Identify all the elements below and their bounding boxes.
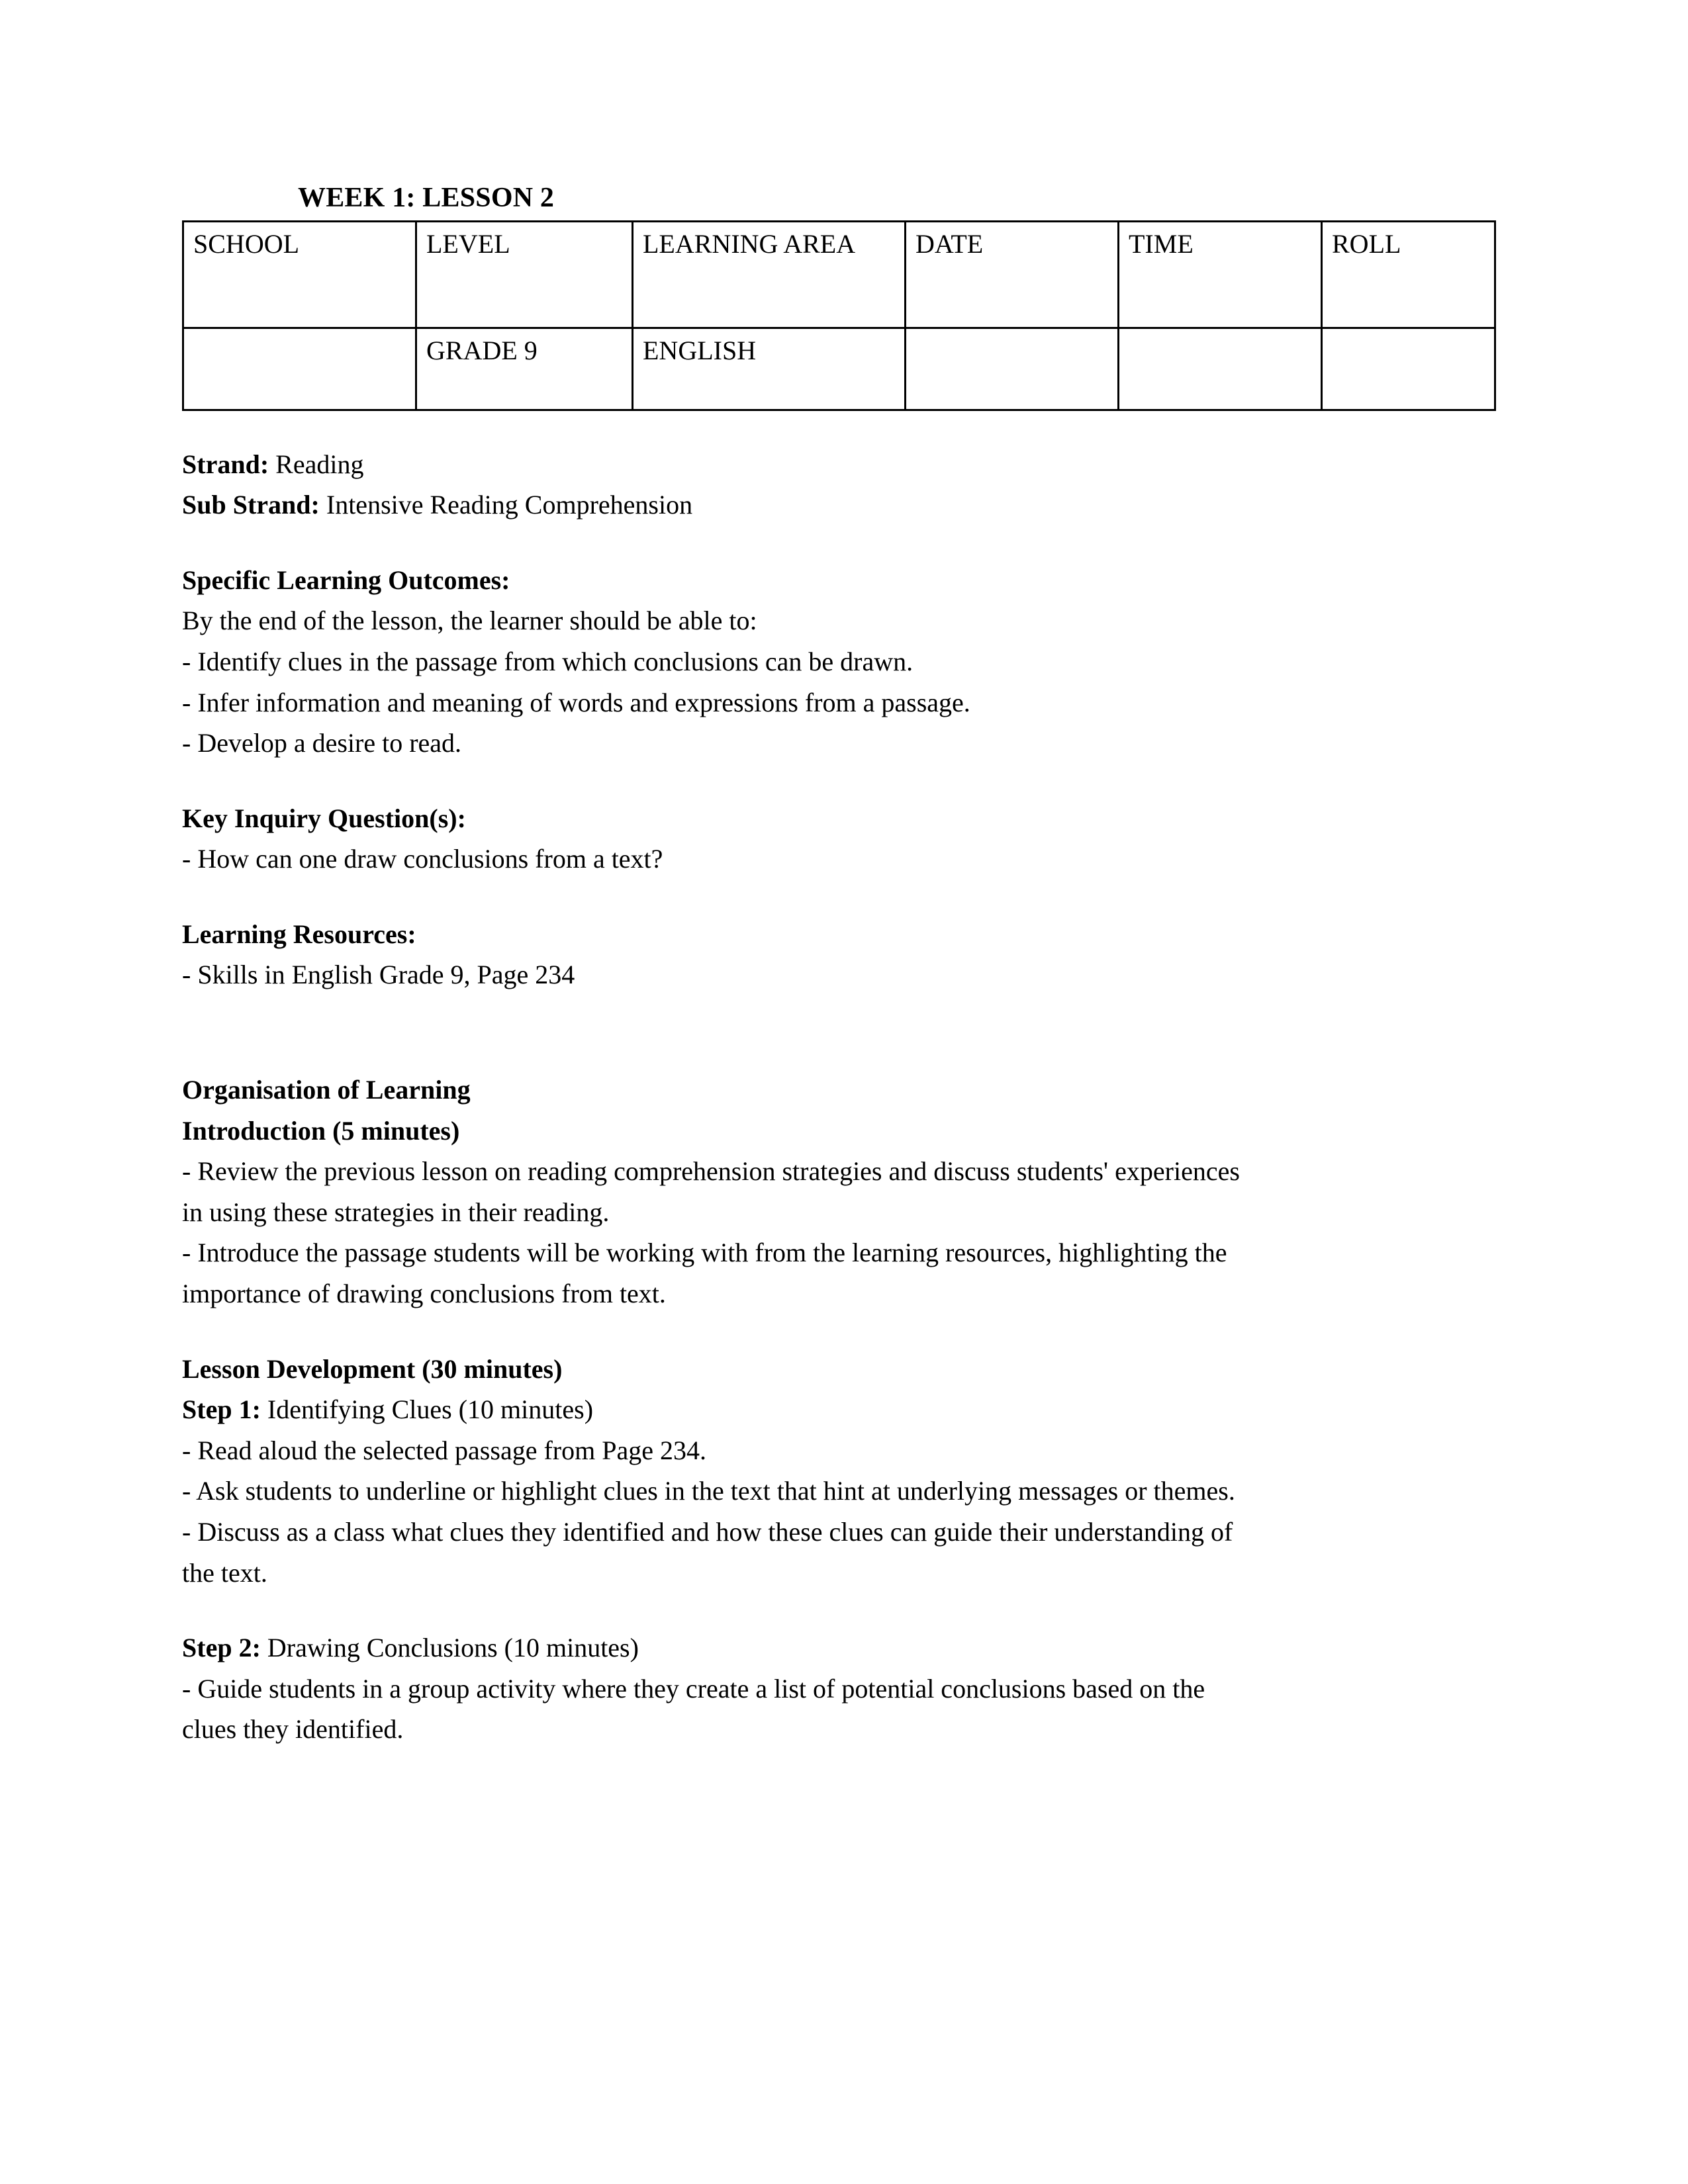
table-cell-date: [906, 328, 1119, 410]
specific-learning-outcomes-intro: By the end of the lesson, the learner should be able to:: [182, 606, 757, 636]
list-item: - Skills in English Grade 9, Page 234: [182, 960, 575, 990]
document-content: [182, 182, 1430, 1750]
section-spacer-large: [182, 995, 1241, 1069]
strand-label: Strand:: [182, 449, 269, 479]
section-spacer: [182, 1593, 1241, 1627]
list-item: - Guide students in a group activity where they create a list of potential conclusions based on the clues they identified.: [182, 1673, 1205, 1745]
table-header-learning-area: LEARNING AREA: [633, 221, 906, 328]
list-item: - Develop a desire to read.: [182, 728, 462, 758]
step-2-label: Step 2:: [182, 1633, 261, 1663]
table-cell-school: [183, 328, 416, 410]
step-2-title: [182, 1627, 1241, 1668]
sub-strand-line: [182, 484, 1241, 525]
key-inquiry-heading: Key Inquiry Question(s):: [182, 803, 466, 833]
table-header-date: DATE: [906, 221, 1119, 328]
table-row: [183, 328, 1495, 410]
step-2-title-text: Drawing Conclusions (10 minutes): [260, 1633, 639, 1663]
table-cell-roll: [1322, 328, 1495, 410]
table-header-roll: ROLL: [1322, 221, 1495, 328]
sub-strand-label: Sub Strand:: [182, 490, 320, 520]
step-1-title: [182, 1389, 1241, 1430]
specific-learning-outcomes-heading: Specific Learning Outcomes:: [182, 565, 510, 595]
section-spacer: [182, 525, 1241, 560]
list-item: - Review the previous lesson on reading comprehension strategies and discuss students' experiences in using these strategies in their reading.: [182, 1156, 1240, 1227]
table-row: [183, 221, 1495, 328]
section-spacer: [182, 764, 1241, 798]
list-item: - How can one draw conclusions from a text?: [182, 844, 663, 874]
list-item: - Read aloud the selected passage from Page 234.: [182, 1435, 706, 1465]
list-item: - Ask students to underline or highlight clues in the text that hint at underlying messages or themes.: [182, 1476, 1235, 1506]
organisation-heading: Organisation of Learning: [182, 1075, 471, 1105]
page-title: WEEK 1: LESSON 2: [298, 183, 555, 213]
lesson-info-table: [182, 220, 1496, 411]
list-item: - Identify clues in the passage from which conclusions can be drawn.: [182, 646, 914, 676]
list-item: - Introduce the passage students will be working with from the learning resources, highlighting the importance of drawing conclusions from text.: [182, 1238, 1227, 1309]
table-header-level: LEVEL: [416, 221, 633, 328]
table-header-time: TIME: [1119, 221, 1322, 328]
strand-line: [182, 444, 1241, 485]
table-cell-level: GRADE 9: [416, 328, 633, 410]
table-cell-time: [1119, 328, 1322, 410]
section-spacer: [182, 880, 1241, 914]
learning-resources-heading: Learning Resources:: [182, 919, 416, 949]
strand-value: Reading: [269, 449, 364, 479]
list-item: - Infer information and meaning of words and expressions from a passage.: [182, 687, 970, 717]
introduction-heading: Introduction (5 minutes): [182, 1115, 460, 1146]
section-spacer: [182, 1314, 1241, 1349]
sub-strand-value: Intensive Reading Comprehension: [319, 490, 693, 520]
lesson-plan-body: [182, 444, 1241, 1750]
table-cell-learning-area: ENGLISH: [633, 328, 906, 410]
list-item: - Discuss as a class what clues they identified and how these clues can guide their understanding of the text.: [182, 1517, 1233, 1588]
step-1-label: Step 1:: [182, 1394, 261, 1425]
table-header-school: SCHOOL: [183, 221, 416, 328]
step-1-title-text: Identifying Clues (10 minutes): [260, 1394, 594, 1425]
lesson-development-heading: Lesson Development (30 minutes): [182, 1353, 563, 1384]
